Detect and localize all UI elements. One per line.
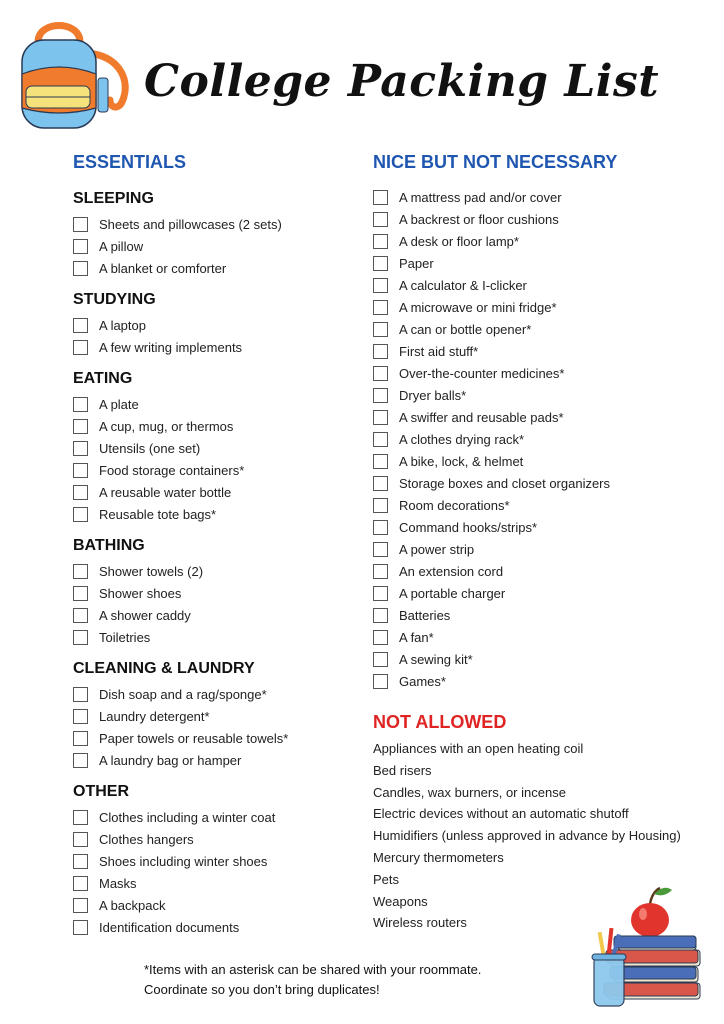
checkbox[interactable] bbox=[73, 898, 88, 913]
checkbox[interactable] bbox=[373, 234, 388, 249]
group-eating bbox=[73, 368, 353, 525]
item-label: Paper bbox=[399, 255, 434, 271]
checkbox[interactable] bbox=[73, 586, 88, 601]
item-label: Laundry detergent* bbox=[99, 708, 210, 724]
list-item[interactable] bbox=[373, 186, 713, 208]
books-apple-illustration bbox=[590, 870, 710, 1010]
group-title: EATING bbox=[73, 370, 133, 387]
group-title: STUDYING bbox=[73, 291, 156, 308]
essentials-column bbox=[73, 150, 353, 948]
checkbox[interactable] bbox=[73, 441, 88, 456]
item-label: Utensils (one set) bbox=[99, 440, 201, 456]
checkbox[interactable] bbox=[373, 498, 388, 513]
item-label: A few writing implements bbox=[99, 339, 243, 355]
footnote-line-2: Coordinate so you don’t bring duplicates! bbox=[144, 982, 380, 997]
checkbox[interactable] bbox=[73, 397, 88, 412]
list-item[interactable] bbox=[73, 850, 353, 872]
list-item[interactable] bbox=[373, 274, 713, 296]
list-item[interactable] bbox=[73, 235, 353, 257]
checkbox[interactable] bbox=[73, 318, 88, 333]
not-allowed-item: Candles, wax burners, or incense bbox=[373, 784, 566, 800]
item-label: Reusable tote bags* bbox=[99, 506, 217, 522]
item-label: A can or bottle opener* bbox=[399, 321, 532, 337]
checkbox[interactable] bbox=[73, 687, 88, 702]
checkbox[interactable] bbox=[373, 454, 388, 469]
item-label: Shower shoes bbox=[99, 585, 182, 601]
checkbox[interactable] bbox=[73, 731, 88, 746]
list-item[interactable] bbox=[73, 626, 353, 648]
list-item[interactable] bbox=[373, 648, 713, 670]
list-item[interactable] bbox=[373, 296, 713, 318]
item-label: A portable charger bbox=[399, 585, 506, 601]
group-bathing bbox=[73, 535, 353, 648]
list-item[interactable] bbox=[73, 872, 353, 894]
not-allowed-item: Electric devices without an automatic shutoff bbox=[373, 806, 629, 822]
item-label: A swiffer and reusable pads* bbox=[399, 409, 564, 425]
item-label: Over-the-counter medicines* bbox=[399, 365, 565, 381]
list-item[interactable] bbox=[373, 472, 713, 494]
group-title: BATHING bbox=[73, 537, 145, 554]
item-label: Shower towels (2) bbox=[99, 563, 204, 579]
list-item[interactable] bbox=[73, 213, 353, 235]
list-item[interactable] bbox=[73, 894, 353, 916]
item-label: Shoes including winter shoes bbox=[99, 853, 268, 869]
checkbox[interactable] bbox=[373, 212, 388, 227]
list-item[interactable] bbox=[373, 626, 713, 648]
not-allowed-item: Weapons bbox=[373, 893, 428, 909]
list-item[interactable] bbox=[373, 428, 713, 450]
checkbox[interactable] bbox=[73, 507, 88, 522]
not-allowed-item: Humidifiers (unless approved in advance by Housing) bbox=[373, 828, 681, 844]
item-label: A blanket or comforter bbox=[99, 260, 227, 276]
list-item[interactable] bbox=[373, 494, 713, 516]
checkbox[interactable] bbox=[73, 485, 88, 500]
list-item[interactable] bbox=[373, 318, 713, 340]
list-item[interactable] bbox=[373, 252, 713, 274]
list-item[interactable] bbox=[373, 230, 713, 252]
list-item[interactable] bbox=[373, 582, 713, 604]
checkbox[interactable] bbox=[373, 520, 388, 535]
list-item[interactable] bbox=[73, 683, 353, 705]
list-item[interactable] bbox=[73, 749, 353, 771]
item-label: Command hooks/strips* bbox=[399, 519, 537, 535]
checkbox[interactable] bbox=[373, 564, 388, 579]
checkbox[interactable] bbox=[73, 239, 88, 254]
checkbox[interactable] bbox=[73, 340, 88, 355]
checkbox[interactable] bbox=[73, 832, 88, 847]
list-item[interactable] bbox=[373, 604, 713, 626]
item-label: Food storage containers* bbox=[99, 462, 245, 478]
list-item[interactable] bbox=[73, 828, 353, 850]
checkbox[interactable] bbox=[373, 300, 388, 315]
not-allowed-item: Pets bbox=[373, 871, 400, 887]
checkbox[interactable] bbox=[73, 630, 88, 645]
item-label: A cup, mug, or thermos bbox=[99, 418, 234, 434]
page-title: College Packing List bbox=[144, 56, 660, 107]
list-item[interactable] bbox=[73, 437, 353, 459]
item-label: A desk or floor lamp* bbox=[399, 233, 519, 249]
checkbox[interactable] bbox=[73, 854, 88, 869]
list-item[interactable] bbox=[373, 362, 713, 384]
list-item[interactable] bbox=[73, 459, 353, 481]
item-label: First aid stuff* bbox=[399, 343, 479, 359]
list-item[interactable] bbox=[73, 503, 353, 525]
not-allowed-item: Appliances with an open heating coil bbox=[373, 741, 584, 756]
checkbox[interactable] bbox=[373, 476, 388, 491]
checkbox[interactable] bbox=[73, 217, 88, 232]
list-item[interactable] bbox=[73, 604, 353, 626]
item-label: Games* bbox=[399, 673, 446, 689]
item-label: Toiletries bbox=[99, 629, 151, 645]
item-label: A mattress pad and/or cover bbox=[399, 189, 562, 205]
item-label: Masks bbox=[99, 875, 137, 891]
not-allowed-item: Mercury thermometers bbox=[373, 849, 504, 865]
item-label: A backpack bbox=[99, 897, 166, 913]
group-cleaning-laundry bbox=[73, 658, 353, 771]
item-label: A sewing kit* bbox=[399, 651, 473, 667]
list-item[interactable] bbox=[373, 406, 713, 428]
group-title: CLEANING & LAUNDRY bbox=[73, 660, 255, 677]
list-item[interactable] bbox=[73, 415, 353, 437]
checkbox[interactable] bbox=[373, 586, 388, 601]
item-label: Room decorations* bbox=[399, 497, 510, 513]
list-item[interactable] bbox=[73, 393, 353, 415]
item-label: A plate bbox=[99, 396, 139, 412]
item-label: A bike, lock, & helmet bbox=[399, 453, 524, 469]
checkbox[interactable] bbox=[73, 920, 88, 935]
checkbox[interactable] bbox=[73, 709, 88, 724]
item-label: Identification documents bbox=[99, 919, 240, 935]
checkbox[interactable] bbox=[373, 674, 388, 689]
list-item[interactable] bbox=[373, 538, 713, 560]
item-label: A reusable water bottle bbox=[99, 484, 232, 500]
checkbox[interactable] bbox=[73, 753, 88, 768]
list-item[interactable] bbox=[373, 516, 713, 538]
list-item[interactable] bbox=[73, 481, 353, 503]
checkbox[interactable] bbox=[373, 366, 388, 381]
list-item[interactable] bbox=[73, 705, 353, 727]
item-label: A power strip bbox=[399, 541, 475, 557]
item-label: A backrest or floor cushions bbox=[399, 211, 559, 227]
checkbox[interactable] bbox=[373, 630, 388, 645]
checkbox[interactable] bbox=[73, 608, 88, 623]
list-item[interactable] bbox=[373, 340, 713, 362]
item-label: Paper towels or reusable towels* bbox=[99, 730, 289, 746]
item-label: An extension cord bbox=[399, 563, 504, 579]
checkbox[interactable] bbox=[73, 876, 88, 891]
list-item[interactable] bbox=[373, 560, 713, 582]
essentials-heading: ESSENTIALS bbox=[73, 152, 187, 172]
list-item[interactable] bbox=[73, 806, 353, 828]
item-label: A laptop bbox=[99, 317, 146, 333]
backpack-illustration bbox=[14, 16, 134, 134]
list-item[interactable] bbox=[73, 916, 353, 938]
not-allowed-item: Bed risers bbox=[373, 762, 432, 778]
item-label: A calculator & I-clicker bbox=[399, 277, 527, 293]
item-label: A shower caddy bbox=[99, 607, 191, 623]
group-title: OTHER bbox=[73, 783, 129, 800]
checkbox[interactable] bbox=[73, 564, 88, 579]
item-label: A microwave or mini fridge* bbox=[399, 299, 557, 315]
group-sleeping bbox=[73, 188, 353, 279]
checkbox[interactable] bbox=[373, 256, 388, 271]
item-label: Batteries bbox=[399, 607, 451, 623]
item-label: A pillow bbox=[99, 238, 144, 254]
checkbox[interactable] bbox=[373, 542, 388, 557]
nice-heading: NICE BUT NOT NECESSARY bbox=[373, 152, 618, 172]
footnote bbox=[144, 960, 481, 1000]
list-item[interactable] bbox=[73, 560, 353, 582]
item-label: A fan* bbox=[399, 629, 434, 645]
list-item[interactable] bbox=[73, 727, 353, 749]
not-allowed-heading: NOT ALLOWED bbox=[373, 712, 507, 732]
item-label: Sheets and pillowcases (2 sets) bbox=[99, 216, 282, 232]
group-title: SLEEPING bbox=[73, 190, 154, 207]
footnote-line-1: *Items with an asterisk can be shared with your roommate. bbox=[144, 962, 482, 977]
checkbox[interactable] bbox=[373, 278, 388, 293]
not-allowed-item: Wireless routers bbox=[373, 915, 467, 931]
checkbox[interactable] bbox=[373, 344, 388, 359]
checkbox[interactable] bbox=[373, 388, 388, 403]
item-label: Clothes hangers bbox=[99, 831, 194, 847]
item-label: Dryer balls* bbox=[399, 387, 467, 403]
checkbox[interactable] bbox=[373, 190, 388, 205]
item-label: Storage boxes and closet organizers bbox=[399, 475, 611, 491]
checkbox[interactable] bbox=[373, 410, 388, 425]
list-item[interactable] bbox=[373, 450, 713, 472]
list-item[interactable] bbox=[373, 384, 713, 406]
list-item[interactable] bbox=[73, 257, 353, 279]
checkbox[interactable] bbox=[73, 419, 88, 434]
checkbox[interactable] bbox=[73, 463, 88, 478]
nice-list bbox=[373, 186, 713, 692]
item-label: Clothes including a winter coat bbox=[99, 809, 276, 825]
list-item[interactable] bbox=[73, 314, 353, 336]
item-label: A clothes drying rack* bbox=[399, 431, 525, 447]
checkbox[interactable] bbox=[373, 432, 388, 447]
checkbox[interactable] bbox=[373, 608, 388, 623]
checkbox[interactable] bbox=[373, 652, 388, 667]
list-item[interactable] bbox=[73, 336, 353, 358]
group-studying bbox=[73, 289, 353, 358]
list-item[interactable] bbox=[373, 208, 713, 230]
checkbox[interactable] bbox=[373, 322, 388, 337]
item-label: A laundry bag or hamper bbox=[99, 752, 242, 768]
nice-column bbox=[373, 150, 713, 934]
group-other bbox=[73, 781, 353, 938]
list-item[interactable] bbox=[73, 582, 353, 604]
checkbox[interactable] bbox=[73, 261, 88, 276]
list-item[interactable] bbox=[373, 670, 713, 692]
checkbox[interactable] bbox=[73, 810, 88, 825]
item-label: Dish soap and a rag/sponge* bbox=[99, 686, 267, 702]
